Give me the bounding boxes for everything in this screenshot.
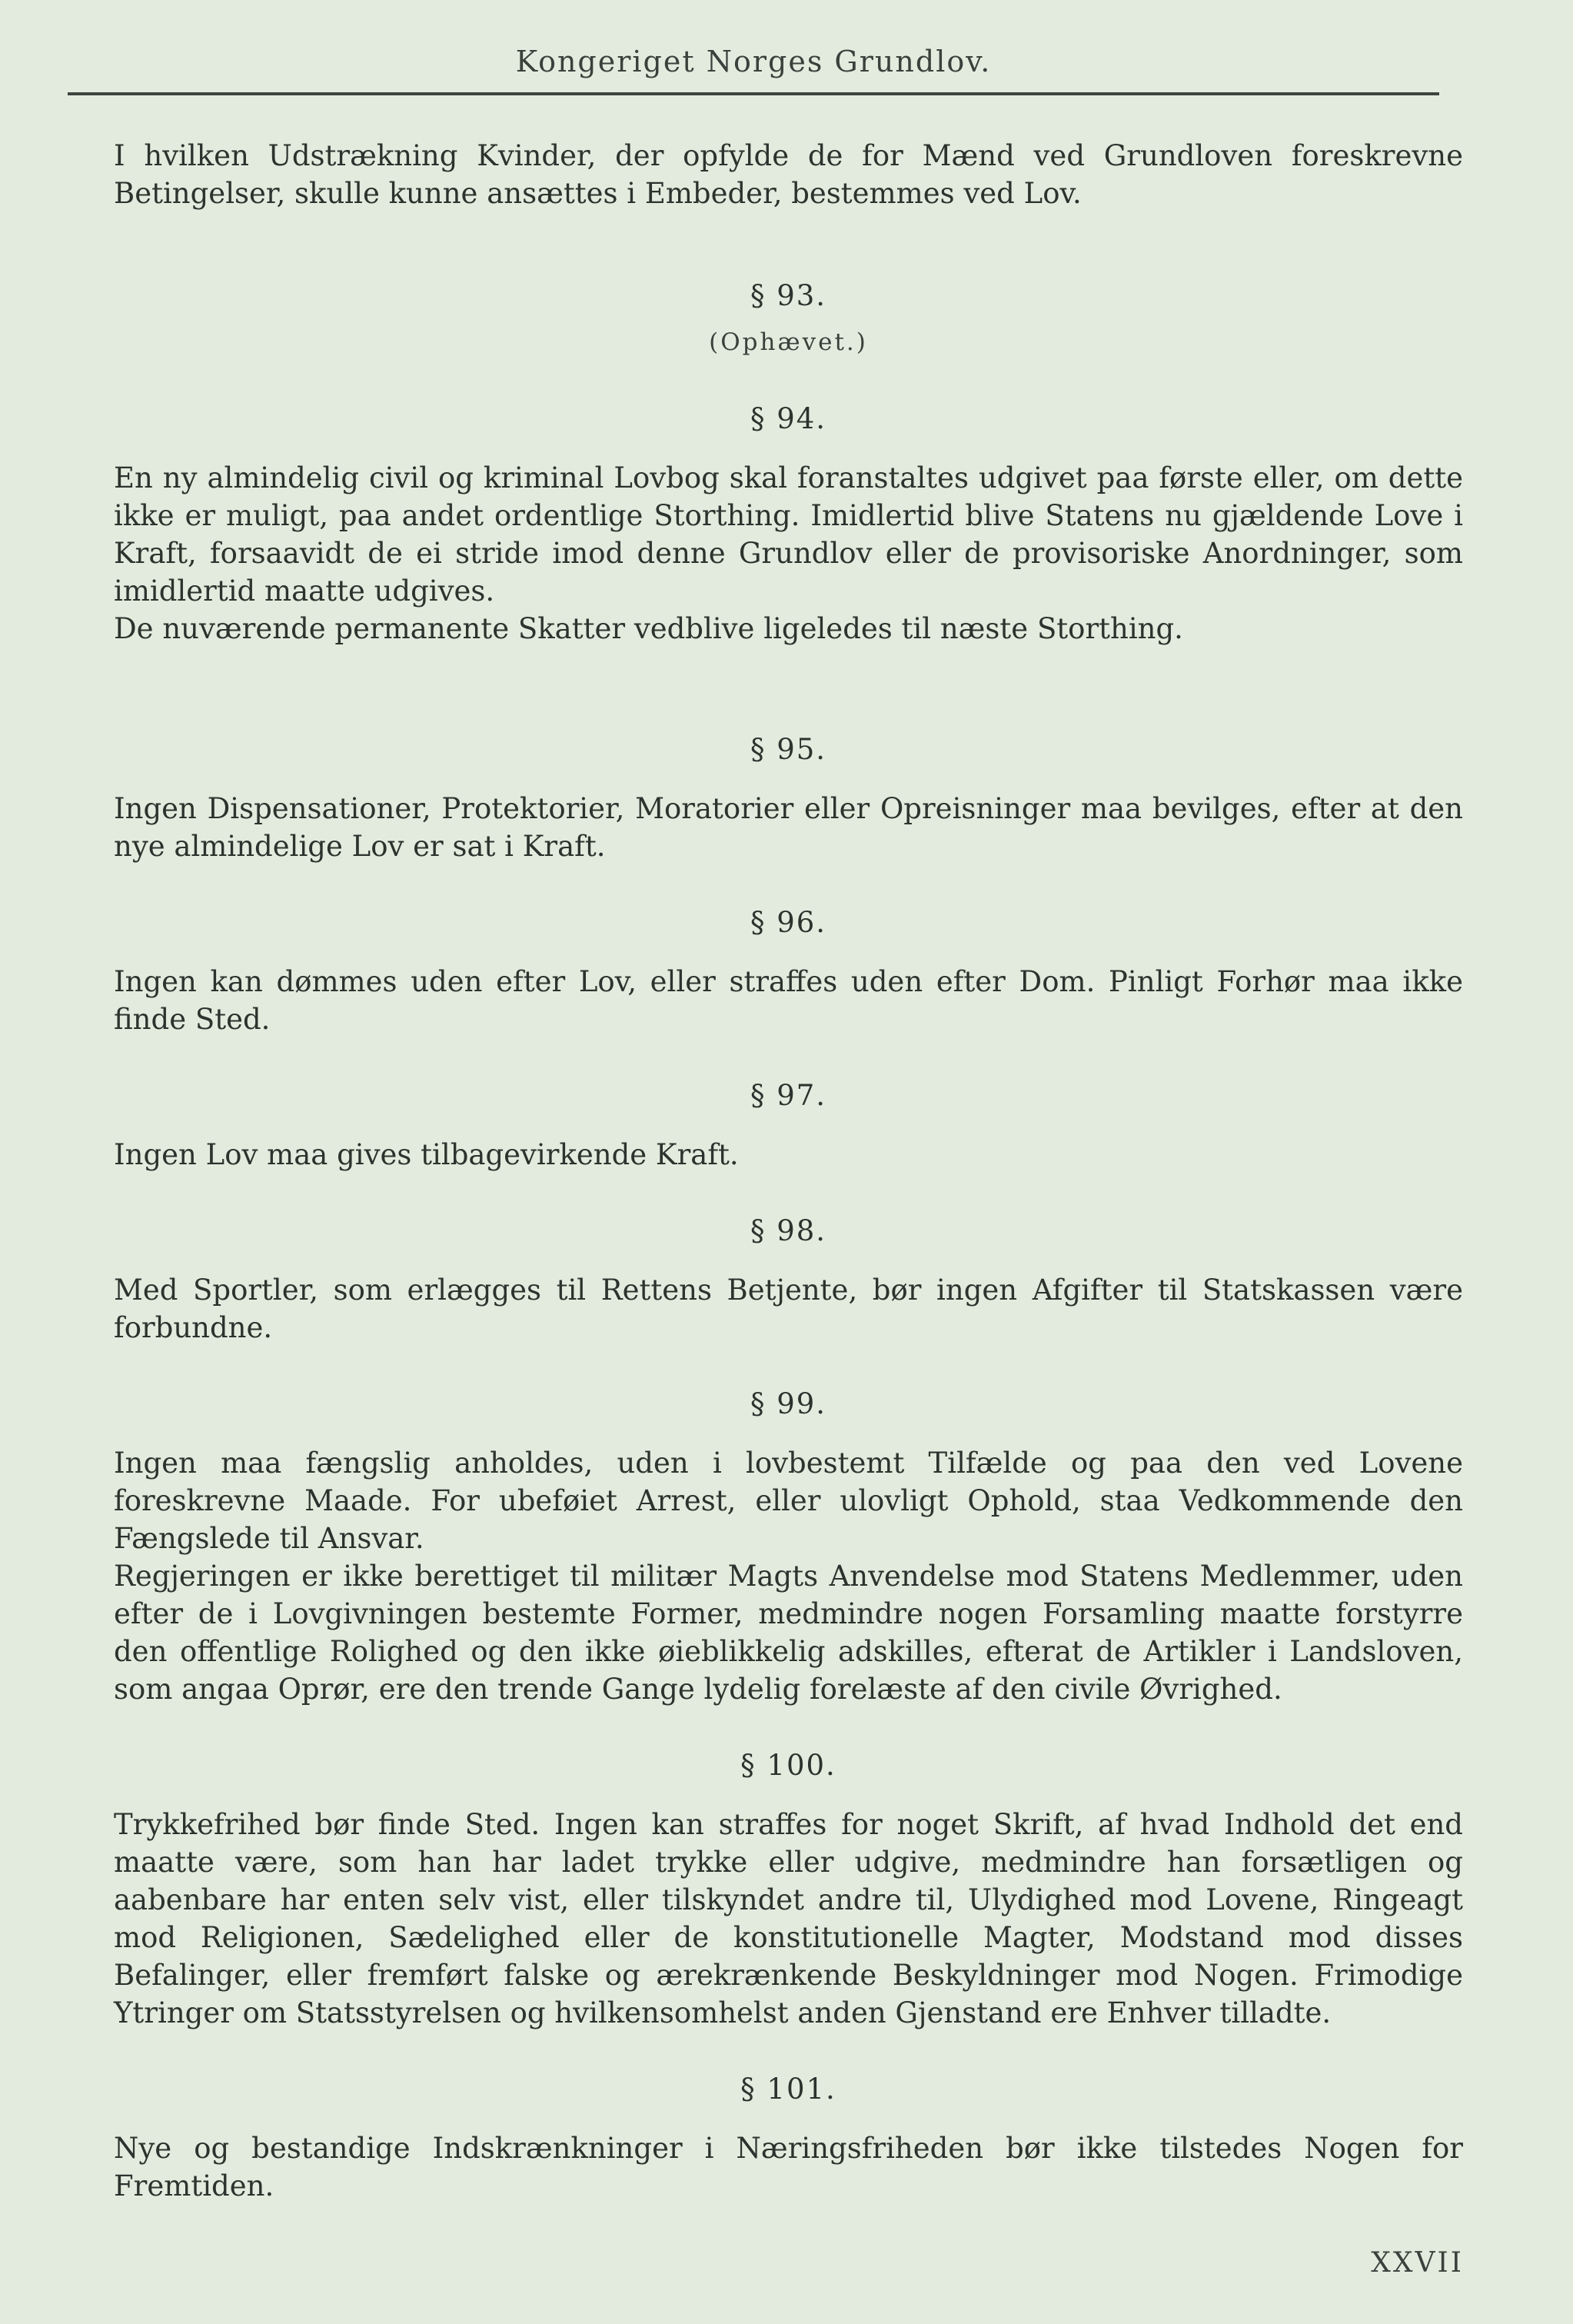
section-100-paragraph: Trykkefrihed bør finde Sted. Ingen kan straffes for noget Skrift, af hvad Indhold det end maatte være, som han har ladet trykke eller udgive, medmindre han forsætligen og aabenbare har enten selv vist, eller tilskyndet andre til, Ulydighed mod Lovene, Ringeagt mod Religionen, Sædelighed eller de konstitutionelle Magter, Modstand mod disses Befalinger, eller fremført falske og ærekrænkende Beskyldninger mod Nogen. Frimodige Ytringer om Statsstyrelsen og hvilkensomhelst anden Gjenstand ere Enhver tilladte.: [114, 1808, 1463, 2029]
section-99-paragraph-2: Regjeringen er ikke berettiget til militær Magts Anvendelse mod Statens Medlemmer, uden efter de i Lovgivningen bestemte Former, medmindre nogen Forsamling maatte forstyrre den offentlige Rolighed og den ikke øieblikkelig adskilles, efterat de Artikler i Landsloven, som angaa Oprør, ere den trende Gange lydelig forelæste af den civile Øvrighed.: [114, 1560, 1463, 1706]
section-heading-100: § 100.: [740, 1749, 836, 1782]
section-94-paragraph-1: En ny almindelig civil og kriminal Lovbog skal foranstaltes udgivet paa første eller, om dette ikke er muligt, paa andet ordentlige Storthing. Imidlertid blive Statens nu gjældende Love i Kraft, forsaavidt de ei stride imod denne Grundlov eller de provisoriske Anordninger, som imidlertid maatte udgives.: [114, 461, 1463, 608]
section-93-note: (Ophævet.): [709, 328, 868, 356]
section-101-paragraph: Nye og bestandige Indskrænkninger i Næringsfriheden bør ikke tilstedes Nogen for Fremtiden.: [114, 2132, 1463, 2202]
header-rule: [68, 92, 1439, 95]
running-head: Kongeriget Norges Grundlov.: [515, 45, 992, 78]
section-heading-93: § 93.: [750, 279, 827, 312]
body-text: [114, 137, 1463, 2205]
section-heading-99: § 99.: [750, 1387, 827, 1420]
page-number: XXVII: [1371, 2247, 1464, 2279]
section-98-paragraph: Med Sportler, som erlægges til Rettens Betjente, bør ingen Afgifter til Statskassen være forbundne.: [114, 1274, 1463, 1344]
section-96-paragraph: Ingen kan dømmes uden efter Lov, eller straffes uden efter Dom. Pinligt Forhør maa ikke finde Sted.: [114, 965, 1463, 1036]
section-heading-94: § 94.: [750, 402, 827, 435]
section-heading-95: § 95.: [750, 733, 827, 766]
section-99-paragraph-1: Ingen maa fængslig anholdes, uden i lovbestemt Tilfælde og paa den ved Lovene foreskrevne Maade. For ubeføiet Arrest, eller ulovligt Ophold, staa Vedkommende den Fængslede til Ansvar.: [114, 1447, 1463, 1555]
section-95-paragraph: Ingen Dispensationer, Protektorier, Moratorier eller Opreisninger maa bevilges, efter at den nye almindelige Lov er sat i Kraft.: [114, 792, 1463, 863]
section-97-paragraph: Ingen Lov maa gives tilbagevirkende Kraft.: [114, 1138, 739, 1171]
section-heading-97: § 97.: [750, 1079, 827, 1112]
section-94-paragraph-2: De nuværende permanente Skatter vedblive ligeledes til næste Storthing.: [114, 612, 1183, 645]
spacer: [114, 648, 1463, 692]
opening-paragraph: I hvilken Udstrækning Kvinder, der opfylde de for Mænd ved Grundloven foreskrevne Betingelser, skulle kunne ansættes i Embeder, bestemmes ved Lov.: [114, 139, 1463, 210]
section-heading-101: § 101.: [740, 2073, 836, 2106]
section-heading-96: § 96.: [750, 906, 827, 939]
section-heading-98: § 98.: [750, 1214, 827, 1247]
